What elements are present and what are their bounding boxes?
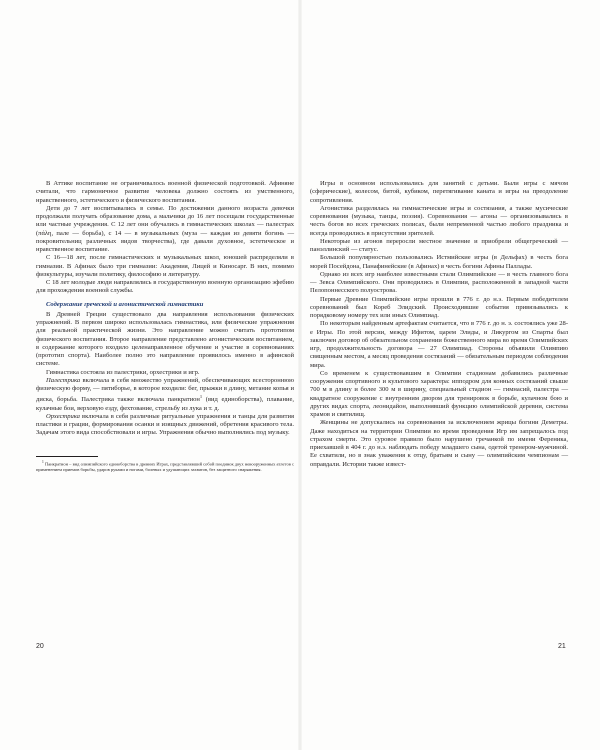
footnote-text: Панкратион – вид олимпийского единоборства в древних Играх, представлявший собой поединок двух невооруженных атлетов с применением приемов борьбы, ударов руками и ногами, болевых и удушающих захватов, без защитного снаряжения. xyxy=(36,461,294,472)
palestrika-text-end: (вид единоборства), плавание, кулачные бои, верховую езду, фехтование, стрельбу из лука и т. д. xyxy=(36,396,294,412)
paragraph: С 16—18 лет, после гимнастических и музыкальных школ, юношей распределяли в гимназии. В Афинах было три гимназии: Академия, Лицей и Киносарг. В них, помимо физкультуры, изучали политику, философию и литературу. xyxy=(36,254,294,278)
paragraph: Игры в основном использовались для занятий с детьми. Были игры с мячом (сферические), колесом, битой, кубиком, перетягивание каната и игры на преодоление сопротивления. xyxy=(310,180,568,204)
term-orkhestrika: Орхестрика xyxy=(46,412,80,420)
section-heading: Содержание греческой и агонистической гимнастики xyxy=(46,300,204,308)
footnote xyxy=(36,460,294,473)
paragraph: Некоторые из агонов переросли местное значение и приобрели общегреческий — панэллинский — статус. xyxy=(310,237,568,253)
footnote-ref: 1 xyxy=(199,394,203,400)
footnote-divider xyxy=(36,456,98,457)
footnote-mark: 1 xyxy=(42,459,44,464)
orkhestrika-text: включала в себя различные ритуальные упражнения и танцы для развития пластики и грации, формирования осанки и изящных движений, обретения красивого тела. Задачам этого вида способствовали и игры. Упражнения обычно выполнялись под музыку. xyxy=(36,412,294,437)
paragraph: Однако из всех игр наиболее известными стали Олимпийские — в честь главного бога — Зевса Олимпийского. Они проводились в Олимпии, расположенной в западной части Пелопоннесского полуострова. xyxy=(310,270,568,295)
paragraph-orkhestrika xyxy=(36,413,294,438)
paragraph: В Аттике воспитание не ограничивалось военной физической подготовкой. Афиняне считали, что гармоничное развитие человека должно состоять из умственного, нравственного, эстетического и физического воспитания. xyxy=(36,180,294,204)
paragraph: Дети до 7 лет воспитывались в семье. По достижении данного возраста девочки продолжали получать образование дома, а мальчики до 16 лет посещали государственные или частные учреждения. С 12 лет они обучались в гимнастических школах — палестрах (πάλη, пале — борьба), с 14 — в музыкальных (муза — каждая из девяти богинь — покровительниц различных видов творчества), где давали духовное, эстетическое и нравственное воспитание. xyxy=(36,204,294,253)
right-page xyxy=(310,180,568,469)
term-palestrika: Палестрика xyxy=(46,376,81,384)
paragraph: Гимнастика состояла из палестрики, орхестрики и игр. xyxy=(46,368,200,376)
left-page xyxy=(36,180,294,472)
page-number-left: 20 xyxy=(36,643,44,650)
paragraph: Первые Древние Олимпийские игры прошли в 776 г. до н.э. Первым победителем соревнований был Кореб Элидский. Происходившие события привязывались к порядковому номеру тех или иных Олимпиад. xyxy=(310,295,568,319)
paragraph: Агонистика разделялась на гимнастические игры и состязания, а также мусические соревнования (музыка, танцы, поэзия). Соревнования — агоны — организовывались в честь богов во всех греческих полисах, были непременной частью любого праздника и всегда проводились в присутствии зрителей. xyxy=(310,204,568,237)
book-gutter xyxy=(298,0,302,750)
paragraph: Женщины не допускались на соревнования за исключением жрицы богини Деметры. Даже находиться на территории Олимпии во время проведения Игр им запрещалось под страхом смерти. Это суровое правило было нарушено гречанкой по имени Ференика, приехавшей в 404 г. до н.э. наблюдать победу младшего сына, одетой тренером-мужчиной. Ее схватили, но в знак уважения к отцу, братьям и сыну — олимпийским чемпионам — оправдали. Истории также извест- xyxy=(310,419,568,468)
paragraph-palestrika xyxy=(36,377,294,413)
paragraph: По некоторым найденным артефактам считается, что в 776 г. до н. э. состоялись уже 28-е Игры. По этой версии, между Ифитом, царем Элиды, и Ликургом из Спарты был заключен договор об обязательном сохранении божественного мира во время Олимпийских игр, продолжительность договора — 27 Олимпиад. Стороны объявили Олимпию священным местом, а месяц проведения состязаний — обязательным периодом соблюдения мира. xyxy=(310,320,568,369)
palestrika-text: включала в себя множество упражнений, обеспечивающих всестороннюю физическую форму, — пятиборье, в которое входили: бег, прыжки в длину, метание копья и диска, борьба. Палестрика также включала панкратион xyxy=(36,376,294,404)
paragraph: Большой популярностью пользовались Истмийские игры (в Дельфах) в честь бога морей Посейдона, Панафинейские (в Афинах) в честь богини Афины Паллады. xyxy=(310,254,568,270)
paragraph: Со временем к существовавшим в Олимпии стадионам добавились различные сооружения спортивного и культового характера: ипподром для конных состязаний свыше 700 м в длину и более 300 м в ширину, специальный стадион — гимнасий, палестра — квадратное сооружение с внутренним двором для тренировок в борьбе, кулачном бою и других видах спорта, леонидайон, выполнявший функцию олимпийской деревни, система храмов и святилищ. xyxy=(310,369,568,418)
paragraph: В Древней Греции существовало два направления использования физических упражнений. В первом широко использовалась гимнастика, или физические упражнения для реальной практической жизни. Это направление можно считать прототипом физического воспитания. Второе направление представлено агонистическим воспитанием, в содержание которого входило целенаправленное обучение и участие в соревнованиях (прототип спорта). Наиболее полно это направление проявилось именно в афинской системе. xyxy=(36,310,294,368)
page-number-right: 21 xyxy=(558,643,566,650)
paragraph: С 18 лет молодые люди направлялись в государственную военную организацию эфебию для прохождения военной службы. xyxy=(36,279,294,295)
